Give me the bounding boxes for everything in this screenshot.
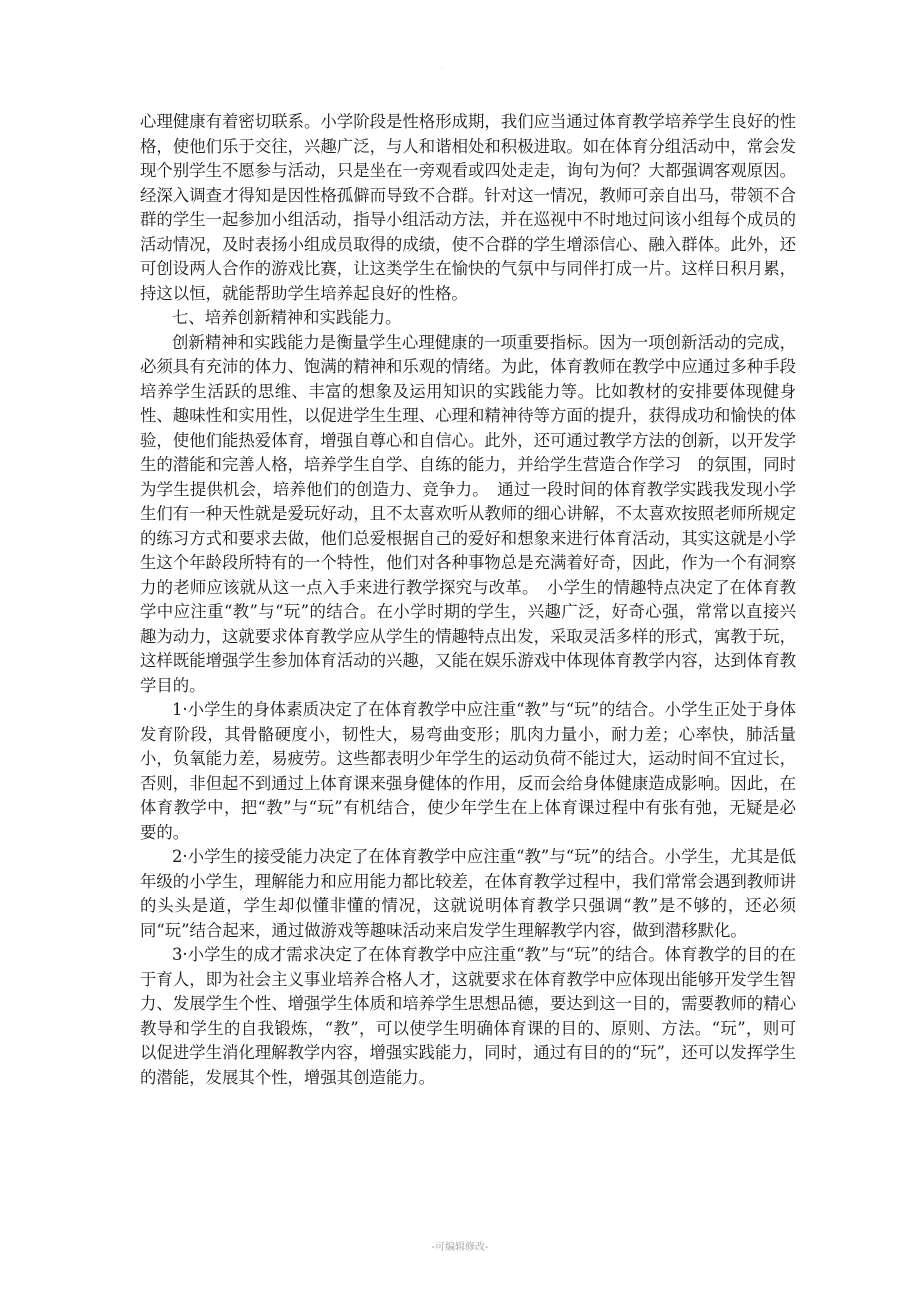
paragraph-innovation: 创新精神和实践能力是衡量学生心理健康的一项重要指标。因为一项创新活动的完成，必须具有充沛的体力、饱满的精神和乐观的情绪。为此，体育教师在教学中应通过多种手段培养学生活跃的思维、丰富的想象及运用知识的实践能力等。比如教材的安排要体现健身性、趣味性和实用性，以促进学生生理、心理和精神待等方面的提升，获得成功和愉快的体验，使他们能热爱体育，增强自尊心和自信心。此外，还可通过教学方法的创新，以开发学生的潜能和完善人格，培养学生自学、自练的能力，并给学生营造合作学习 的氛围，同时为学生提供机会，培养他们的创造力、竞争力。 通过一段时间的体育教学实践我发现小学生们有一种天性就是爱玩好动，且不太喜欢听从教师的细心讲解，不太喜欢按照老师所规定的练习方式和要求去做，他们总爱根据自己的爱好和想象来进行体育活动，其实这就是小学生这个年龄段所特有的一个特性，他们对各种事物总是充满着好奇，因此，作为一个有洞察力的老师应该就从这一点入手来进行教学探究与改革。 小学生的情趣特点决定了在体育教学中应注重“教”与“玩”的结合。在小学时期的学生，兴趣广泛，好奇心强，常常以直接兴趣为动力，这就要求体育教学应从学生的情趣特点出发，采取灵活多样的形式，寓教于玩，这样既能增强学生参加体育活动的兴趣，又能在娱乐游戏中体现体育教学内容，达到体育教学目的。 (140, 332, 796, 695)
paragraph-personality: 心理健康有着密切联系。小学阶段是性格形成期，我们应当通过体育教学培养学生良好的性格，使他们乐于交往，兴趣广泛，与人和谐相处和积极进取。如在体育分组活动中，常会发现个别学生不愿参与活动，只是坐在一旁观看或四处走走，询句为何？大都强调客观原因。经深入调查才得知是因性格孤僻而导致不合群。针对这一情况，教师可亲自出马，带领不合群的学生一起参加小组活动，指导小组活动方法，并在巡视中不时地过问该小组每个成员的活动情况，及时表扬小组成员取得的成绩，使不合群的学生增添信心、融入群体。此外，还可创设两人合作的游戏比赛，让这类学生在愉快的气氛中与同伴打成一片。这样日积月累，持这以恒，就能帮助学生培养起良好的性格。 (140, 112, 796, 303)
section-heading-innovation: 七、培养创新精神和实践能力。 (172, 308, 402, 327)
footer-mark: -可编辑修改- (431, 1242, 489, 1253)
paragraph-point-1: 1·小学生的身体素质决定了在体育教学中应注重“教”与“玩”的结合。小学生正处于身体发育阶段，其骨骼硬度小，韧性大，易弯曲变形；肌肉力量小，耐力差；心率快，肺活量小，负氧能力差，易疲劳。这些都表明少年学生的运动负荷不能过大，运动时间不宜过长，否则，非但起不到通过上体育课来强身健体的作用，反而会给身体健康造成影响。因此，在体育教学中，把“教”与“玩”有机结合，使少年学生在上体育课过程中有张有弛，无疑是必要的。 (140, 700, 796, 842)
document-body (140, 110, 796, 1090)
header-mark: · (440, 64, 444, 74)
paragraph-point-3: 3·小学生的成才需求决定了在体育教学中应注重“教”与“玩”的结合。体育教学的目的在于育人，即为社会主义事业培养合格人才，这就要求在体育教学中应体现出能够开发学生智力、发展学生个性、增强学生体质和培养学生思想品德，要达到这一目的，需要教师的精心教导和学生的自我锻炼，“教”，可以使学生明确体育课的目的、原则、方法。“玩”，则可以促进学生消化理解教学内容，增强实践能力，同时，通过有目的的“玩”，还可以发挥学生的潜能，发展其个性，增强其创造能力。 (140, 945, 796, 1087)
paragraph-point-2: 2·小学生的接受能力决定了在体育教学中应注重“教”与“玩”的结合。小学生，尤其是低年级的小学生，理解能力和应用能力都比较差，在体育教学过程中，我们常常会遇到教师讲的头头是道，学生却似懂非懂的情况，这就说明体育教学只强调“教”是不够的，还必须同“玩”结合起来，通过做游戏等趣味活动来启发学生理解教学内容，做到潜移默化。 (140, 847, 796, 940)
